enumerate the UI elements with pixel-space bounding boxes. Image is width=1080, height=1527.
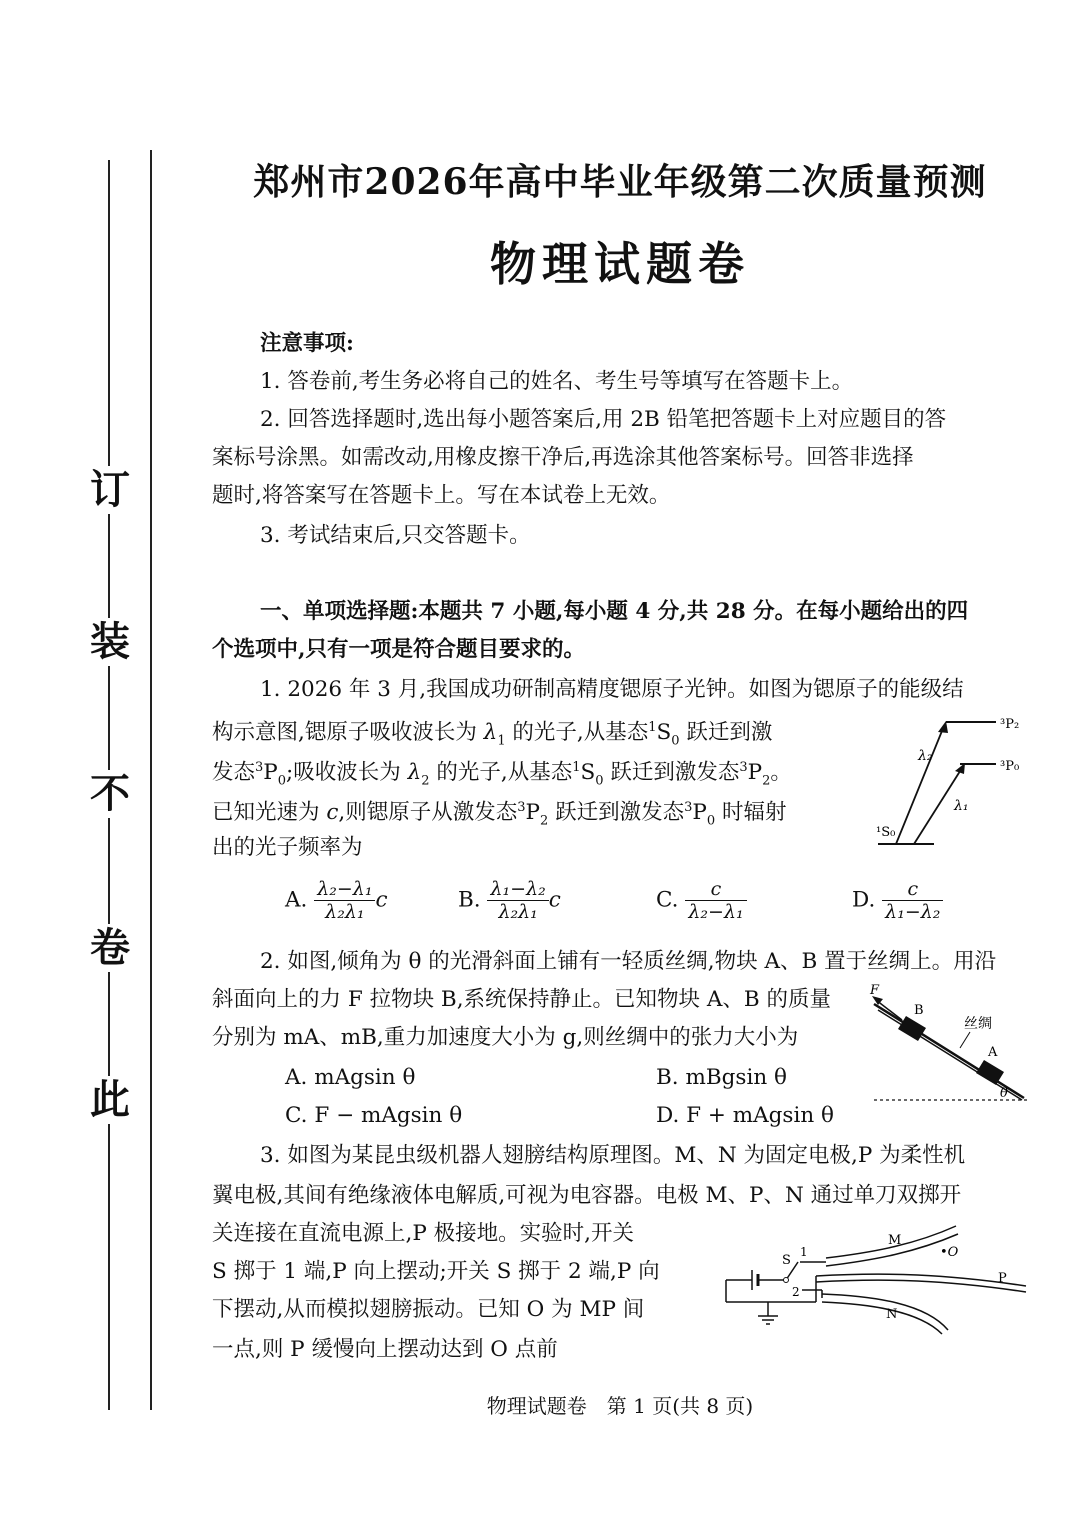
denominator: λ₂−λ₁ <box>688 901 744 923</box>
q2-option-c: C. F − mAgsin θ <box>285 1103 463 1128</box>
option-label: D. <box>852 887 876 913</box>
denominator: λ₁−λ₂ <box>885 901 941 923</box>
label-s: S <box>782 1253 791 1268</box>
incline-surface <box>874 1004 1024 1098</box>
label-terminal-1: 1 <box>800 1245 808 1259</box>
q1-option-d <box>852 878 943 923</box>
exam-title: 郑州市2026年高中毕业年级第二次质量预测 <box>253 161 987 203</box>
q3-text: 关连接在直流电源上,P 极接地。实验时,开关 <box>212 1221 634 1246</box>
label-silk: 丝绸 <box>964 1016 992 1032</box>
q2-text: 分别为 mA、mB,重力加速度大小为 g,则丝绸中的张力大小为 <box>212 1025 799 1050</box>
section-heading: 一、单项选择题:本题共 7 小题,每小题 4 分,共 28 分。在每小题给出的四 <box>260 599 969 624</box>
label-block-a: A <box>988 1045 998 1060</box>
electrode-n <box>822 1294 948 1334</box>
option-tail: c <box>548 887 561 913</box>
q3-text: 3. 如图为某昆虫级机器人翅膀结构原理图。M、N 为固定电极,P 为柔性机 <box>260 1143 966 1168</box>
label-lambda1: λ₁ <box>954 798 969 814</box>
energy-level-diagram <box>868 708 1038 856</box>
binding-char: 此 <box>86 1076 134 1124</box>
q3-text: 一点,则 P 缓慢向上摆动达到 O 点前 <box>212 1337 558 1362</box>
label-block-b: B <box>914 1003 924 1018</box>
switch-pivot <box>784 1278 789 1283</box>
q2-option-a: A. mAgsin θ <box>285 1065 416 1090</box>
option-label: B. <box>458 887 481 913</box>
option-fraction <box>882 878 943 923</box>
label-force: F <box>870 983 880 998</box>
notes-item: 3. 考试结束后,只交答题卡。 <box>260 523 531 548</box>
notes-item: 案标号涂黑。如需改动,用橡皮擦干净后,再选涂其他答案标号。回答非选择 <box>212 445 914 470</box>
label-1s0: ¹S₀ <box>876 825 896 840</box>
label-lambda2: λ₂ <box>918 748 933 764</box>
arrow-lambda2 <box>896 726 944 844</box>
q3-text: 翼电极,其间有绝缘液体电解质,可视为电容器。电极 M、P、N 通过单刀双掷开 <box>212 1183 962 1208</box>
q2-option-b: B. mBgsin θ <box>656 1065 787 1090</box>
q2-option-d: D. F + mAgsin θ <box>656 1103 834 1128</box>
option-tail: c <box>375 887 388 913</box>
binding-char: 装 <box>86 618 134 666</box>
electrode-p <box>816 1274 1026 1292</box>
notes-item: 2. 回答选择题时,选出每小题答案后,用 2B 铅笔把答题卡上对应题目的答 <box>260 407 947 432</box>
q3-text: 下摆动,从而模拟翅膀振动。已知 O 为 MP 间 <box>212 1297 645 1322</box>
binding-char: 订 <box>86 466 134 514</box>
option-label: C. <box>656 887 679 913</box>
q1-text: 出的光子频率为 <box>212 835 363 860</box>
denominator: λ₂λ₁ <box>498 901 538 923</box>
label-n: N <box>886 1307 898 1322</box>
silk-pointer <box>960 1032 970 1048</box>
option-fraction <box>487 878 548 923</box>
binding-char: 不 <box>86 770 134 818</box>
notes-item: 1. 答卷前,考生务必将自己的姓名、考生号等填写在答题卡上。 <box>260 369 854 394</box>
option-fraction <box>314 878 375 923</box>
label-m: M <box>888 1233 902 1248</box>
section-heading: 个选项中,只有一项是符合题目要求的。 <box>212 637 585 662</box>
option-label: A. <box>285 887 308 913</box>
label-angle: θ <box>1000 1086 1008 1101</box>
label-terminal-2: 2 <box>792 1285 800 1299</box>
q1-option-b <box>458 878 561 923</box>
binding-char: 卷 <box>86 924 134 972</box>
q2-text: 斜面向上的力 F 拉物块 B,系统保持静止。已知物块 A、B 的质量 <box>212 987 832 1012</box>
label-o: •O <box>940 1245 959 1260</box>
numerator: c <box>882 878 943 901</box>
notes-heading: 注意事项: <box>260 331 354 356</box>
numerator: λ₁−λ₂ <box>487 878 548 901</box>
q1-text: 发态$^3P_0$;吸收波长为 $\lambda_2$ 的光子,从基态$^1S_0$ 跃迁到激发态$^3P_2$。 <box>212 760 792 789</box>
label-p: P <box>998 1271 1007 1286</box>
q1-text: 构示意图,锶原子吸收波长为 $\lambda_1$ 的光子,从基态$^1S_0$ 跃迁到激 <box>212 720 773 749</box>
q1-option-a <box>285 878 388 923</box>
page-footer: 物理试题卷 第 1 页(共 8 页) <box>486 1394 754 1418</box>
notes-item: 题时,将答案写在答题卡上。写在本试卷上无效。 <box>212 483 671 508</box>
label-3p2: ³P₂ <box>1000 717 1020 732</box>
q1-text: 1. 2026 年 3 月,我国成功研制高精度锶原子光钟。如图为锶原子的能级结 <box>260 677 964 702</box>
q2-text: 2. 如图,倾角为 θ 的光滑斜面上铺有一轻质丝绸,物块 A、B 置于丝绸上。用沿 <box>260 949 997 974</box>
wing-circuit-diagram <box>716 1222 1036 1342</box>
label-3p0: ³P₀ <box>1000 759 1020 774</box>
exam-subtitle: 物理试题卷 <box>490 237 750 291</box>
incline-diagram <box>864 982 1034 1108</box>
numerator: c <box>685 878 746 901</box>
binding-solid-line <box>150 150 152 1410</box>
q3-text: S 掷于 1 端,P 向上摆动;开关 S 掷于 2 端,P 向 <box>212 1259 660 1284</box>
option-fraction <box>685 878 746 923</box>
q1-option-c <box>656 878 747 923</box>
block-a <box>976 1060 1004 1085</box>
numerator: λ₂−λ₁ <box>314 878 375 901</box>
denominator: λ₂λ₁ <box>325 901 365 923</box>
q1-text: 已知光速为 c,则锶原子从激发态$^3P_2$ 跃迁到激发态$^3P_0$ 时辐射 <box>212 800 787 829</box>
